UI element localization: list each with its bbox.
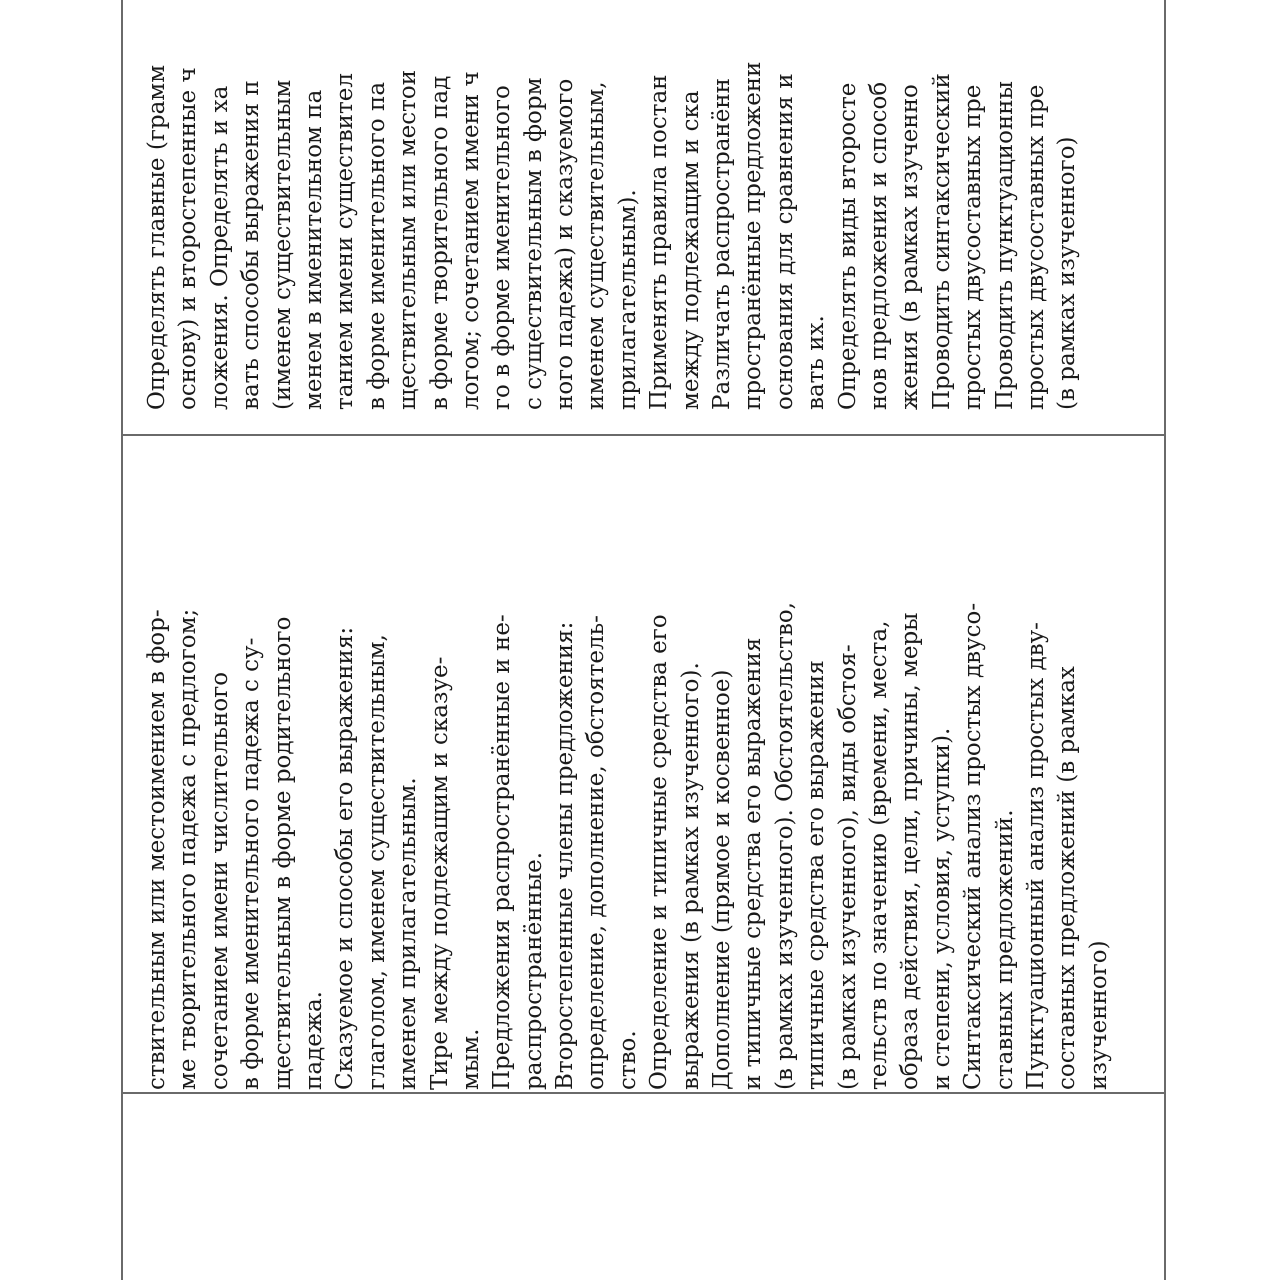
text-line: го в форме именительного [489, 85, 516, 410]
text-line: менем в именительном па [300, 89, 327, 410]
row-divider-bottom [122, 1092, 1166, 1094]
text-line: (в рамках изученного) [1054, 136, 1081, 410]
text-line: Тире между подлежащим и сказуе- [426, 656, 453, 1090]
text-line: ществительным в форме родительного [269, 616, 296, 1090]
text-line: ме творительного падежа с предлогом; [175, 608, 202, 1090]
text-line: в форме именительного падежа с су- [238, 637, 265, 1090]
text-line: (в рамках изученного), виды обстоя- [834, 644, 861, 1090]
text-line: выражения (в рамках изученного). [677, 662, 704, 1090]
text-line: прилагательным). [614, 189, 641, 410]
text-line: Проводить пунктуационны [991, 81, 1018, 410]
text-line: изученного) [1085, 940, 1112, 1090]
text-line: Второстепенные члены предложения: [552, 621, 579, 1090]
table-cell-activities [142, 0, 1162, 410]
text-line: простых двусоставных пре [960, 84, 987, 410]
row-divider-top [122, 434, 1166, 436]
text-line: (в рамках изученного). Обстоятельство, [771, 602, 798, 1090]
text-line: Проводить синтаксический [928, 73, 955, 410]
text-line: вать их. [803, 315, 830, 410]
text-line: ставных предложений. [991, 809, 1018, 1090]
text-line: образа действия, цели, причины, меры [897, 612, 924, 1090]
text-line: падежа. [300, 991, 327, 1090]
text-line: и типичные средства его выражения [740, 637, 767, 1090]
text-line: ложения. Определять и ха [206, 85, 233, 410]
text-line: основу) и второстепенные ч [175, 67, 202, 410]
text-line: логом; сочетанием имени ч [457, 71, 484, 410]
text-line: тельств по значению (времени, места, [865, 620, 892, 1090]
text-line: Различать распространённ [709, 77, 736, 410]
table-cell-content [142, 438, 1162, 1090]
text-line: Предложения распространённые и не- [489, 614, 516, 1090]
text-line: Определение и типичные средства его [646, 614, 673, 1090]
text-line: Сказуемое и способы его выражения: [332, 626, 359, 1090]
text-line: именем существительным, [583, 81, 610, 410]
text-line: сочетанием имени числительного [206, 671, 233, 1090]
text-line: ство. [614, 1030, 641, 1090]
text-line: с существительным в форм [520, 77, 547, 410]
text-line: жения (в рамках изученно [897, 84, 924, 410]
text-line: мым. [457, 1028, 484, 1090]
text-line: вать способы выражения п [238, 80, 265, 410]
text-line: между подлежащим и ска [677, 90, 704, 410]
text-line: Пунктуационный анализ простых дву- [1022, 622, 1049, 1090]
text-line: определение, дополнение, обстоятель- [583, 615, 610, 1090]
text-line: Применять правила постан [646, 74, 673, 410]
text-line: танием имени существител [332, 73, 359, 410]
text-line: в форме именительного па [363, 81, 390, 410]
text-line: пространённые предложени [740, 61, 767, 410]
table-border-right [1164, 0, 1166, 1280]
text-line: именем прилагательным. [395, 777, 422, 1090]
text-line: основания для сравнения и [771, 73, 798, 410]
table-cell-empty [142, 1100, 1162, 1270]
text-line: (именем существительным [269, 79, 296, 410]
table-border-left [121, 0, 123, 1280]
text-line: простых двусоставных пре [1022, 84, 1049, 410]
text-line: распространённые. [520, 851, 547, 1090]
text-line: Определять главные (грамм [144, 64, 170, 410]
text-line: нов предложения и способ [865, 81, 892, 410]
text-line: ного падежа) и сказуемого [552, 78, 579, 410]
text-line: в форме творительного пад [426, 75, 453, 410]
text-line: Дополнение (прямое и косвенное) [709, 669, 736, 1090]
text-line: ствительным или местоимением в фор- [144, 609, 170, 1090]
text-line: ществительным или местои [395, 69, 422, 410]
text-line: глаголом, именем существительным, [363, 634, 390, 1090]
text-line: Синтаксический анализ простых двусо- [960, 602, 987, 1090]
text-line: и степени, условия, уступки). [928, 727, 955, 1090]
text-line: Определять виды второсте [834, 82, 861, 410]
text-line: типичные средства его выражения [803, 660, 830, 1090]
text-line: составных предложений (в рамках [1054, 666, 1081, 1090]
